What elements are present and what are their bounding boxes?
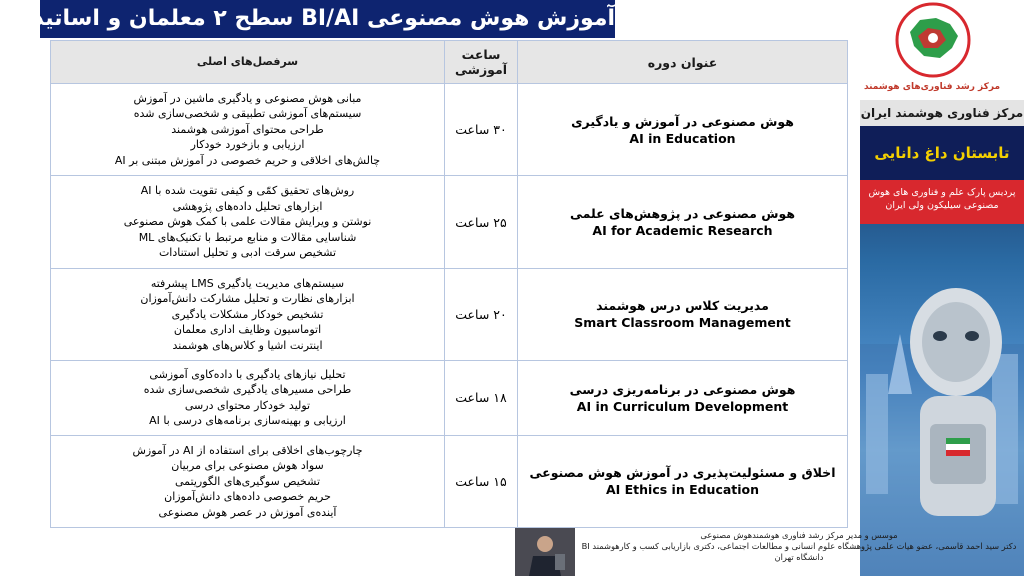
table-row xyxy=(51,176,848,268)
course-title-cell xyxy=(518,435,848,527)
topic-line: نوشتن و ویرایش مقالات علمی با کمک هوش مصنوعی xyxy=(123,215,372,229)
course-topics xyxy=(51,84,445,176)
topic-line: روش‌های تحقیق کمّی و کیفی تقویت شده با AI xyxy=(140,184,355,198)
course-title-en: Smart Classroom Management xyxy=(574,315,791,331)
iran-map-logo-icon xyxy=(888,0,978,82)
topic-line: اتوماسیون وظایف اداری معلمان xyxy=(173,323,322,337)
course-topics xyxy=(51,361,445,436)
table-header-row xyxy=(51,41,848,84)
course-title-en: AI in Curriculum Development xyxy=(576,398,789,414)
campus-text: پردیس پارک علم و فناوری های هوش مصنوعی سیلیکون ولی ایران xyxy=(860,180,1024,224)
table-row xyxy=(51,84,848,176)
table-row xyxy=(51,361,848,436)
course-hours: ۲۰ ساعت xyxy=(445,268,518,360)
topic-line: تشخیص خودکار مشکلات یادگیری xyxy=(171,307,324,321)
topic-line: چالش‌های اخلاقی و حریم خصوصی در آموزش مبتنی بر AI xyxy=(114,153,381,167)
course-table xyxy=(50,40,838,528)
topic-line: سیستم‌های آموزشی تطبیقی و شخصی‌سازی شده xyxy=(133,107,362,121)
season-title: تابستان داغ دانایی xyxy=(860,126,1024,180)
presenter-photo xyxy=(515,528,575,576)
topic-line: تحلیل نیازهای یادگیری با داده‌کاوی آموزشی xyxy=(149,367,346,381)
topic-line: تشخیص سوگیری‌های الگوریتمی xyxy=(174,474,321,488)
sidebar xyxy=(842,0,1024,576)
course-topics xyxy=(51,176,445,268)
header-topics: سرفصل‌های اصلی xyxy=(51,41,445,84)
topic-line: چارچوب‌های اخلاقی برای استفاده از AI در آموزش xyxy=(132,443,363,457)
topic-line: طراحی مسیرهای یادگیری شخصی‌سازی شده xyxy=(143,383,352,397)
header-course-title: عنوان دوره xyxy=(518,41,848,84)
topic-line: ارزیابی و بهینه‌سازی برنامه‌های درسی با AI xyxy=(149,414,346,428)
table-row xyxy=(51,435,848,527)
table-row xyxy=(51,268,848,360)
topic-line: حریم خصوصی داده‌های دانش‌آموزان xyxy=(164,490,331,504)
course-title-fa: هوش مصنوعی در برنامه‌ریزی درسی xyxy=(569,381,796,397)
page-title: آموزش هوش مصنوعی BI/AI سطح ۲ معلمان و اساتید xyxy=(40,0,615,38)
credit-line: موسس و مدیر مرکز رشد فناوری هوشمندهوش مصنوعی xyxy=(700,530,898,540)
credit-line: دکتر سید احمد قاسمی، عضو هیات علمی پژوهشگاه علوم انسانی و مطالعات اجتماعی، دکتری بازاریابی کسب و کارهوشمند BI دانشگاه تهران xyxy=(581,541,1017,562)
course-hours: ۱۵ ساعت xyxy=(445,435,518,527)
course-title-fa: مدیریت کلاس درس هوشمند xyxy=(596,298,769,314)
course-topics xyxy=(51,268,445,360)
logo-caption: مرکز رشد فناوری‌های هوشمند xyxy=(863,82,1001,92)
topic-line: ارزیابی و بازخورد خودکار xyxy=(190,138,305,152)
topic-line: سیستم‌های مدیریت یادگیری LMS پیشرفته xyxy=(150,276,345,290)
course-topics xyxy=(51,435,445,527)
course-hours: ۳۰ ساعت xyxy=(445,84,518,176)
course-title-cell xyxy=(518,84,848,176)
topic-line: تشخیص سرقت ادبی و تحلیل استنادات xyxy=(158,246,337,260)
course-title-en: AI for Academic Research xyxy=(592,223,773,239)
topic-line: آینده‌ی آموزش در عصر هوش مصنوعی xyxy=(158,505,337,519)
poster-banner xyxy=(860,126,1024,576)
topic-line: اینترنت اشیا و کلاس‌های هوشمند xyxy=(172,338,323,352)
robot-illustration-icon xyxy=(860,224,1024,576)
course-title-en: AI Ethics in Education xyxy=(605,482,760,498)
course-title-en: AI in Education xyxy=(629,130,736,146)
header-hours: ساعت آموزشی xyxy=(445,41,518,84)
course-hours: ۱۸ ساعت xyxy=(445,361,518,436)
course-title-fa: هوش مصنوعی در آموزش و یادگیری xyxy=(571,113,794,129)
course-title-cell xyxy=(518,361,848,436)
topic-line: تولید خودکار محتوای درسی xyxy=(184,398,311,412)
topic-line: طراحی محتوای آموزشی هوشمند xyxy=(171,122,324,136)
org-name: مرکز فناوری هوشمند ایران xyxy=(860,100,1024,126)
topic-line: ابزارهای نظارت و تحلیل مشارکت دانش‌آموزان xyxy=(140,292,355,306)
course-title-fa: اخلاق و مسئولیت‌پذیری در آموزش هوش مصنوعی xyxy=(529,465,836,481)
course-hours: ۲۵ ساعت xyxy=(445,176,518,268)
topic-line: مبانی هوش مصنوعی و یادگیری ماشین در آموزش xyxy=(133,91,362,105)
topic-line: سواد هوش مصنوعی برای مربیان xyxy=(171,459,324,473)
presenter-credits xyxy=(578,530,1020,576)
topic-line: ابزارهای تحلیل داده‌های پژوهشی xyxy=(172,199,323,213)
course-title-fa: هوش مصنوعی در پژوهش‌های علمی xyxy=(569,206,795,222)
presenter-icon xyxy=(515,528,575,576)
course-title-cell xyxy=(518,176,848,268)
course-title-cell xyxy=(518,268,848,360)
topic-line: شناسایی مقالات و منابع مرتبط با تکنیک‌های ML xyxy=(138,230,357,244)
